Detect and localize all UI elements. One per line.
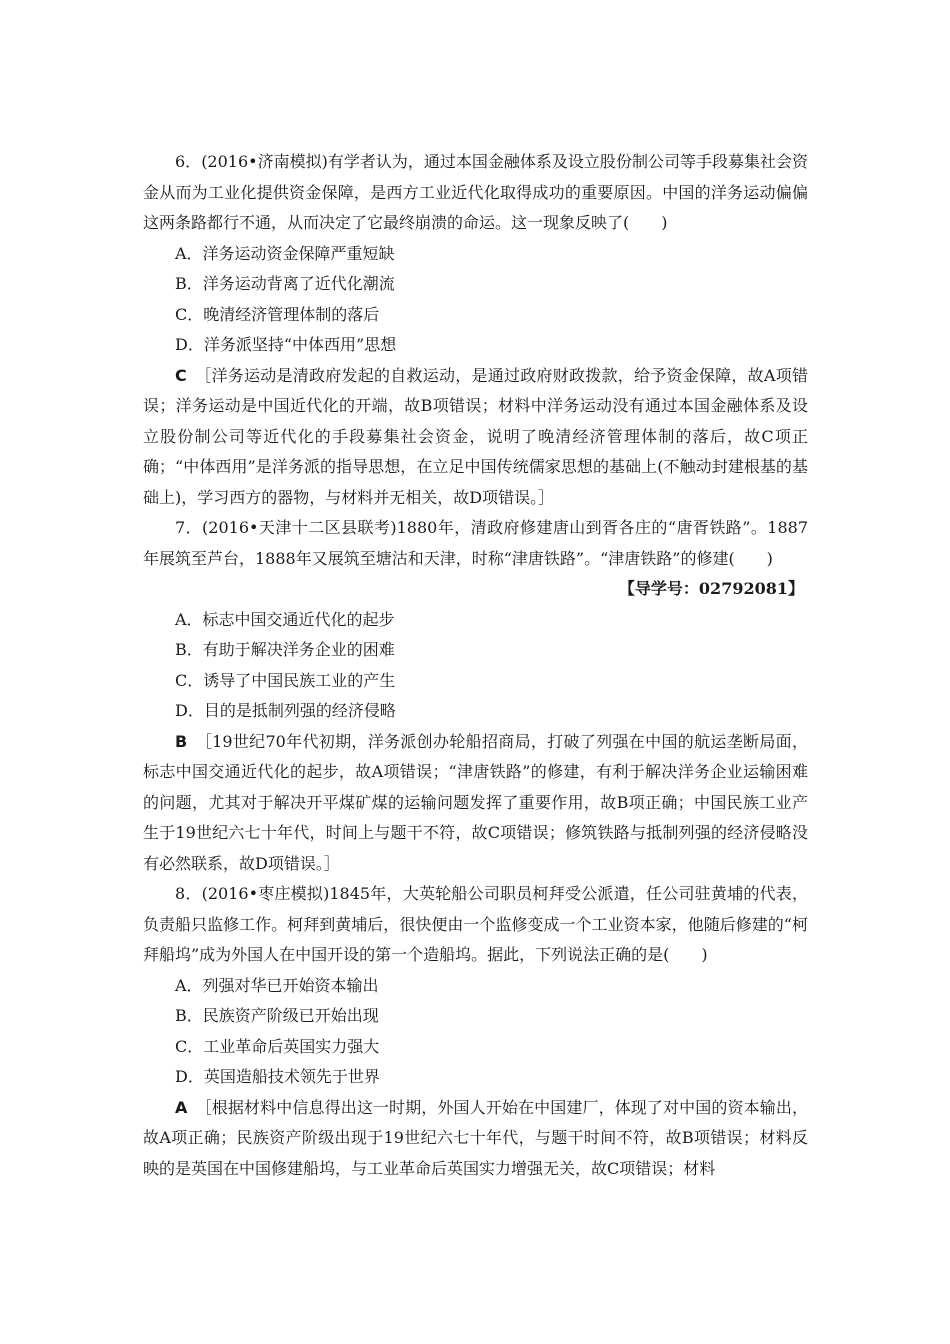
question-stem: 7．(2016•天津十二区县联考)1880年，清政府修建唐山到胥各庄的“唐胥铁路”。1887年展筑至芦台，1888年又展筑至塘沽和天津，时称“津唐铁路”。“津唐铁路”的修建( ) <box>143 518 808 568</box>
question-stem: 8．(2016•枣庄模拟)1845年，大英轮船公司职员柯拜受公派遣，任公司驻黄埔的代表，负责船只监修工作。柯拜到黄埔后，很快便由一个监修变成一个工业资本家，他随后修建的“柯拜船坞”成为外国人在中国开设的第一个造船坞。据此，下列说法正确的是( ) <box>143 884 808 964</box>
answer-text: ［洋务运动是清政府发起的自救运动，是通过政府财政拨款，给予资金保障，故A项错误；洋务运动是中国近代化的开端，故B项错误；材料中洋务运动没有通过本国金融体系及设立股份制公司等近代化的手段募集社会资金，说明了晚清经济管理体制的落后，故C项正确；“中体西用”是洋务派的指导思想，在立足中国传统儒家思想的基础上(不触动封建根基的基础上)，学习西方的器物，与材料并无相关，故D项错误。］ <box>143 365 808 507</box>
option-a: A．洋务运动资金保障严重短缺 <box>175 243 395 263</box>
option-d: D．英国造船技术领先于世界 <box>175 1067 380 1086</box>
option-c: C．诱导了中国民族工业的产生 <box>175 670 396 690</box>
answer-explanation <box>143 1093 808 1185</box>
option-a: A．列强对华已开始资本输出 <box>175 975 379 995</box>
option-d: D．洋务派坚持“中体西用”思想 <box>175 335 397 354</box>
reference-number: 【导学号：02792081】 <box>618 579 804 598</box>
answer-letter: B <box>175 731 188 751</box>
option-d: D．目的是抵制列强的经济侵略 <box>175 701 396 720</box>
option-b: B．民族资产阶级已开始出现 <box>175 1006 379 1025</box>
question-stem: 6．(2016•济南模拟)有学者认为，通过本国金融体系及设立股份制公司等手段募集社会资金从而为工业化提供资金保障，是西方工业近代化取得成功的重要原因。中国的洋务运动偏偏这两条路都行不通，从而决定了它最终崩溃的命运。这一现象反映了( ) <box>143 152 808 232</box>
question-6 <box>143 147 808 513</box>
answer-text: ［根据材料中信息得出这一时期，外国人开始在中国建厂，体现了对中国的资本输出，故A项正确；民族资产阶级出现于19世纪六七十年代，与题干时间不符，故B项错误；材料反映的是英国在中国修建船坞，与工业革命后英国实力增强无关，故C项错误；材料 <box>143 1097 808 1178</box>
option-b: B．洋务运动背离了近代化潮流 <box>175 274 395 293</box>
option-c: C．工业革命后英国实力强大 <box>175 1036 380 1056</box>
question-7 <box>143 513 808 879</box>
answer-text: ［19世纪70年代初期，洋务派创办轮船招商局，打破了列强在中国的航运垄断局面，标志中国交通近代化的起步，故A项错误；“津唐铁路”的修建，有利于解决洋务企业运输困难的问题，尤其对于解决开平煤矿煤的运输问题发挥了重要作用，故B项正确；中国民族工业产生于19世纪六七十年代，时间上与题干不符，故C项错误；修筑铁路与抵制列强的经济侵略没有必然联系，故D项错误。］ <box>143 731 808 873</box>
answer-explanation <box>143 727 808 880</box>
content-area <box>143 147 808 1184</box>
option-b: B．有助于解决洋务企业的困难 <box>175 640 395 659</box>
answer-letter: A <box>175 1097 188 1117</box>
option-a: A．标志中国交通近代化的起步 <box>175 609 395 629</box>
answer-letter: C <box>175 365 187 385</box>
option-c: C．晚清经济管理体制的落后 <box>175 304 380 324</box>
question-8 <box>143 879 808 1184</box>
answer-explanation <box>143 361 808 514</box>
